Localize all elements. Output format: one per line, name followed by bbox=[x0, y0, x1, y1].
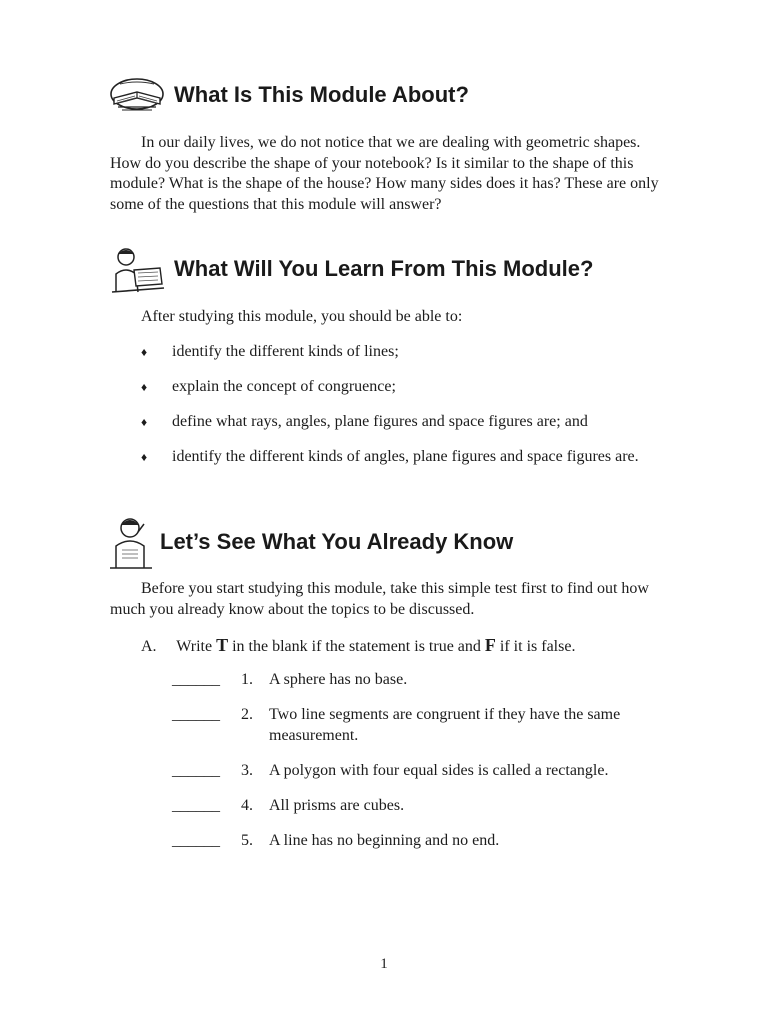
diamond-bullet-icon: ♦ bbox=[141, 380, 148, 394]
section-heading-know bbox=[108, 514, 513, 570]
section-title: What Is This Module About? bbox=[174, 82, 469, 107]
thinking-student-icon bbox=[108, 514, 154, 570]
about-paragraph: In our daily lives, we do not notice that we are dealing with geometric shapes. How do you describe the shape of your notebook? Is it similar to the shape of this module? What is the shape of the house? How many sides does it has? These are only some of the questions that this module will answer? bbox=[110, 134, 659, 213]
diamond-bullet-icon: ♦ bbox=[141, 415, 148, 429]
know-intro: Before you start studying this module, take this simple test first to find out how much you already know about the topics to be discussed. bbox=[110, 580, 649, 618]
diamond-bullet-icon: ♦ bbox=[141, 345, 148, 359]
section-title: What Will You Learn From This Module? bbox=[174, 256, 594, 281]
section-heading-learn bbox=[108, 244, 593, 294]
answer-blank[interactable]: ______ bbox=[172, 671, 220, 688]
book-icon bbox=[108, 76, 166, 114]
learn-intro: After studying this module, you should be able to: bbox=[141, 308, 463, 325]
page-number: 1 bbox=[380, 956, 388, 972]
answer-blank[interactable]: ______ bbox=[172, 762, 220, 779]
answer-blank[interactable]: ______ bbox=[172, 706, 220, 723]
answer-blank[interactable]: ______ bbox=[172, 797, 220, 814]
section-heading-about bbox=[108, 76, 469, 114]
part-a-instruction: A. Write T in the blank if the statement is true and F if it is false. bbox=[141, 635, 576, 655]
answer-blank[interactable]: ______ bbox=[172, 832, 220, 849]
section-title: Let’s See What You Already Know bbox=[160, 529, 514, 554]
student-reading-icon bbox=[108, 244, 166, 294]
diamond-bullet-icon: ♦ bbox=[141, 450, 148, 464]
